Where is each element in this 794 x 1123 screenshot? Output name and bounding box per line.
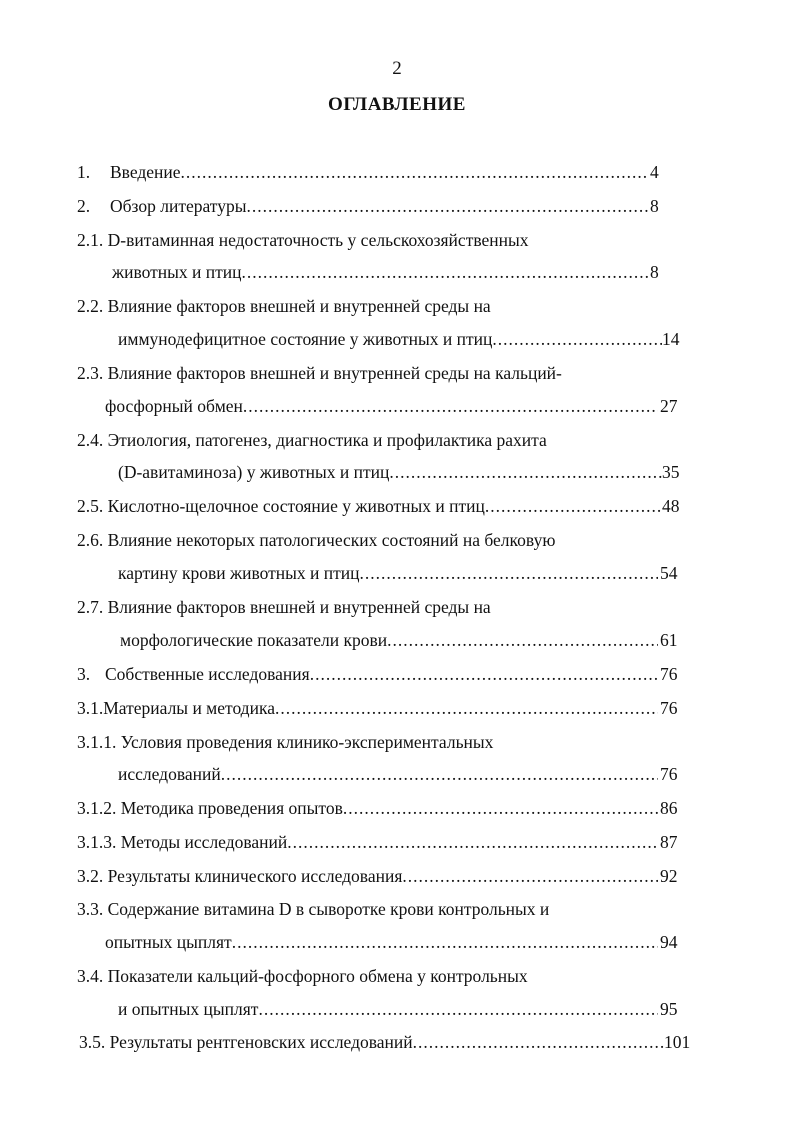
toc-entry-3-2 [0,864,690,888]
toc-entry-page: 48 [662,496,680,516]
toc-leader [492,327,662,351]
toc-entry-title: Показатели кальций-фосфорного обмена у контрольных [107,966,528,986]
toc-entry-2-1-line1 [77,228,529,252]
toc-entry-number: 3.1. [77,698,104,718]
toc-entry-page: 27 [660,396,678,416]
toc-entry-number: 2.6. [77,530,104,550]
toc-entry-number: 3.5. [79,1032,106,1052]
toc-entry-title: Методы исследований [120,832,288,852]
toc-entry-3-5 [0,1030,700,1054]
toc-entry-page: 14 [662,329,680,349]
toc-entry-title: Кислотно-щелочное состояние у животных и птиц [107,496,485,516]
toc-entry-number: 2.2. [77,296,104,316]
toc-entry-title-cont: животных и птиц [112,262,242,282]
toc-entry-3-1-1 [0,762,690,786]
toc-entry-title: Методика проведения опытов [120,798,343,818]
toc-entry-2-2 [0,327,690,351]
toc-entry-3-4 [0,997,690,1021]
toc-leader [310,662,658,686]
toc-entry-page: 76 [660,664,678,684]
toc-entry-number: 2.1. [77,230,104,250]
toc-entry-2-3 [0,394,690,418]
toc-entry-title: D-витаминная недостаточность у сельскохозяйственных [107,230,529,250]
toc-entry-page: 87 [660,832,678,852]
toc-entry-page: 76 [660,764,678,784]
toc-entry-page: 54 [660,563,678,583]
toc-entry-title-cont: фосфорный обмен [105,396,243,416]
toc-leader [246,194,648,218]
toc-entry-title-cont: иммунодефицитное состояние у животных и птиц [118,329,493,349]
toc-leader [360,561,658,585]
page-number: 2 [392,58,402,79]
toc-entry-number: 2.5. [77,496,104,516]
toc-entry-title: Результаты рентгеновских исследований [109,1032,413,1052]
toc-entry-title: Влияние факторов внешней и внутренней среды на [107,597,491,617]
toc-entry-title-cont: картину крови животных и птиц [118,563,360,583]
toc-entry-number: 2.4. [77,430,104,450]
toc-entry-2-1 [0,260,680,284]
toc-entry-title-cont: морфологические показатели крови [120,630,388,650]
toc-entry-2-7-line1 [77,595,491,619]
toc-entry-2-4-line1 [77,428,547,452]
toc-leader [258,997,658,1021]
toc-entry-number: 3. [77,664,91,684]
toc-entry-number: 1. [77,162,91,182]
toc-entry-page: 4 [650,162,659,182]
toc-entry-2 [0,194,680,218]
toc-entry-3-3-line1 [77,897,549,921]
toc-entry-number: 3.1.3. [77,832,117,852]
toc-entry-2-6 [0,561,690,585]
toc-entry-title: Влияние факторов внешней и внутренней среды на кальций- [107,363,562,383]
toc-entry-title: Результаты клинического исследования [107,866,403,886]
toc-leader [413,1030,664,1054]
toc-entry-title: Влияние факторов внешней и внутренней среды на [107,296,491,316]
toc-leader [243,394,658,418]
toc-title: ОГЛАВЛЕНИЕ [328,94,466,115]
toc-entry-3-3 [0,930,690,954]
toc-entry-page: 92 [660,866,678,886]
toc-leader [287,830,658,854]
toc-entry-3-4-line1 [77,964,528,988]
toc-entry-3-1-2 [0,796,690,820]
toc-leader [221,762,658,786]
toc-entry-3 [0,662,690,686]
toc-entry-number: 2.3. [77,363,104,383]
toc-entry-2-4 [0,460,690,484]
toc-entry-page: 8 [650,262,659,282]
toc-entry-page: 8 [650,196,659,216]
toc-entry-page: 86 [660,798,678,818]
toc-entry-title: Материалы и методика [103,698,275,718]
toc-entry-page: 76 [660,698,678,718]
toc-entry-number: 3.1.2. [77,798,117,818]
toc-leader [485,494,662,518]
toc-entry-2-6-line1 [77,528,555,552]
toc-leader [343,796,658,820]
toc-entry-2-7 [0,628,690,652]
toc-leader [232,930,658,954]
toc-entry-page: 95 [660,999,678,1019]
toc-entry-title-cont: исследований [118,764,221,784]
toc-entry-3-1-1-line1 [77,730,493,754]
toc-entry-title: Введение [110,162,181,182]
toc-leader [402,864,658,888]
toc-entry-title: Влияние некоторых патологических состояний на белковую [107,530,556,550]
toc-entry-3-1-3 [0,830,690,854]
toc-entry-title-cont: и опытных цыплят [118,999,259,1019]
toc-entry-page: 61 [660,630,678,650]
toc-entry-title: Обзор литературы [110,196,247,216]
toc-entry-title-cont: опытных цыплят [105,932,232,952]
toc-entry-page: 101 [664,1032,691,1052]
toc-entry-number: 2. [77,196,91,216]
toc-entry-title: Условия проведения клинико-экспериментальных [120,732,494,752]
toc-entry-title: Собственные исследования [105,664,310,684]
toc-entry-number: 3.4. [77,966,104,986]
toc-entry-1 [0,160,680,184]
toc-entry-number: 2.7. [77,597,104,617]
toc-entry-2-5 [0,494,690,518]
toc-entry-3-1 [0,696,690,720]
toc-entry-title-cont: (D-авитаминоза) у животных и птиц [118,462,390,482]
toc-entry-2-2-line1 [77,294,491,318]
toc-entry-title: Содержание витамина D в сыворотке крови контрольных и [107,899,550,919]
toc-leader [181,160,648,184]
toc-leader [275,696,658,720]
toc-entry-number: 3.3. [77,899,104,919]
toc-entry-2-3-line1 [77,361,562,385]
toc-leader [387,628,658,652]
toc-entry-page: 94 [660,932,678,952]
toc-entry-number: 3.2. [77,866,104,886]
toc-entry-page: 35 [662,462,680,482]
toc-entry-number: 3.1.1. [77,732,117,752]
toc-entry-title: Этиология, патогенез, диагностика и профилактика рахита [107,430,547,450]
toc-leader [389,460,662,484]
toc-leader [242,260,649,284]
